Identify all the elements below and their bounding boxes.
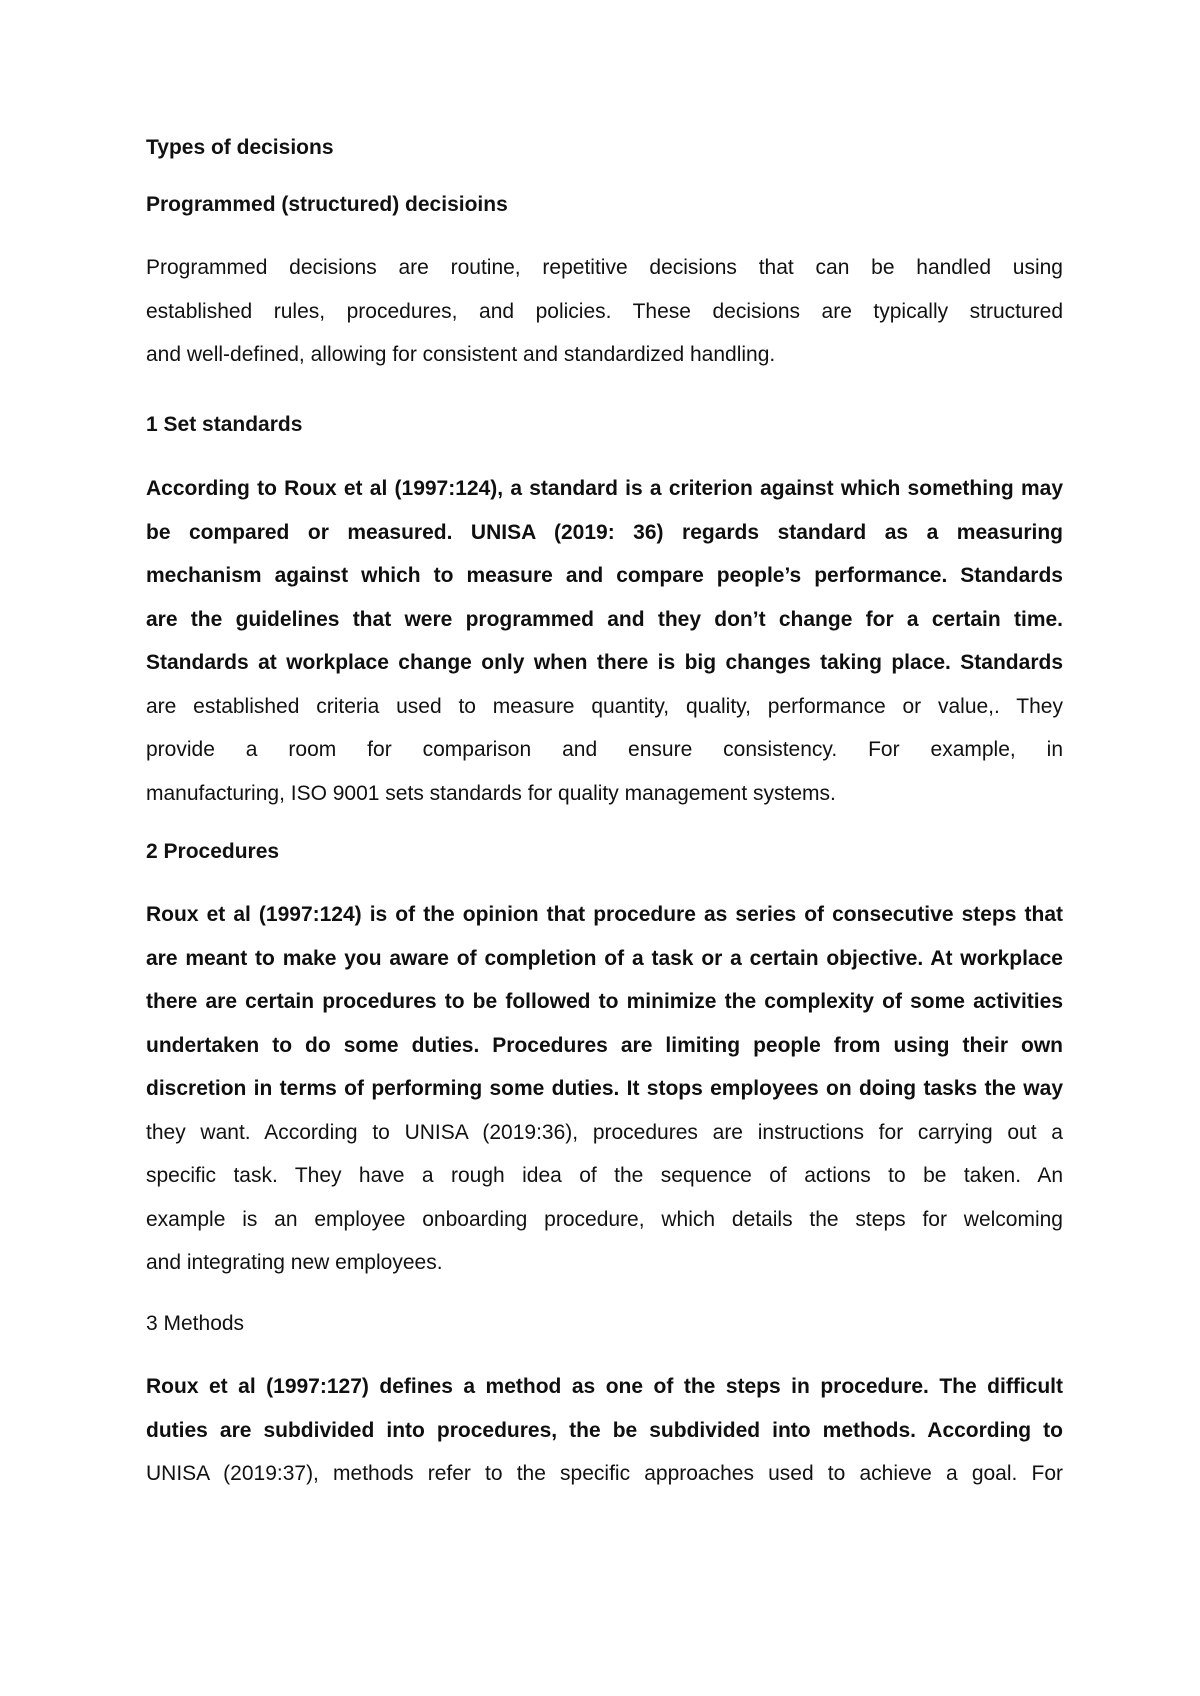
paragraph-line: are meant to make you aware of completion of a task or a certain objective. At workplace [146, 946, 1063, 970]
paragraph-line: Standards at workplace change only when there is big changes taking place. Standards [146, 651, 1063, 674]
heading-set-standards: 1 Set standards [146, 413, 303, 436]
paragraph-line: example is an employee onboarding procedure, which details the steps for welcoming [146, 1207, 1063, 1231]
paragraph-line: mechanism against which to measure and compare people’s performance. Standards [146, 564, 1063, 587]
paragraph-line: specific task. They have a rough idea of the sequence of actions to be taken. An [146, 1164, 1063, 1187]
paragraph-line: Programmed decisions are routine, repetitive decisions that can be handled using [146, 256, 1063, 279]
paragraph-line: Roux et al (1997:127) defines a method as one of the steps in procedure. The difficult [146, 1375, 1063, 1398]
paragraph-line: discretion in terms of performing some duties. It stops employees on doing tasks the way [146, 1077, 1063, 1100]
paragraph-line: be compared or measured. UNISA (2019: 36) regards standard as a measuring [146, 520, 1063, 544]
paragraph-line: UNISA (2019:37), methods refer to the specific approaches used to achieve a goal. For [146, 1462, 1063, 1485]
paragraph-procedures [146, 893, 1063, 1285]
paragraph-line: and integrating new employees. [146, 1251, 443, 1274]
heading-procedures: 2 Procedures [146, 840, 280, 863]
paragraph-line: and well-defined, allowing for consistent and standardized handling. [146, 343, 776, 366]
paragraph-line: According to Roux et al (1997:124), a standard is a criterion against which something may [146, 477, 1063, 500]
paragraph-line: manufacturing, ISO 9001 sets standards for quality management systems. [146, 781, 836, 805]
intro-paragraph [146, 246, 1063, 377]
document-title: Types of decisions [146, 136, 334, 159]
paragraph-line: established rules, procedures, and policies. These decisions are typically structured [146, 299, 1063, 323]
paragraph-line: undertaken to do some duties. Procedures are limiting people from using their own [146, 1033, 1063, 1057]
paragraph-line: there are certain procedures to be followed to minimize the complexity of some activities [146, 990, 1063, 1013]
paragraph-line: provide a room for comparison and ensure consistency. For example, in [146, 738, 1063, 761]
heading-methods: 3 Methods [146, 1312, 245, 1335]
paragraph-line: are established criteria used to measure quantity, quality, performance or value,. They [146, 694, 1063, 718]
paragraph-line: are the guidelines that were programmed and they don’t change for a certain time. [146, 607, 1063, 631]
paragraph-line: duties are subdivided into procedures, the be subdivided into methods. According to [146, 1418, 1063, 1442]
paragraph-line: Roux et al (1997:124) is of the opinion that procedure as series of consecutive steps that [146, 903, 1063, 926]
paragraph-line: they want. According to UNISA (2019:36), procedures are instructions for carrying out a [146, 1120, 1063, 1144]
paragraph-set-standards [146, 467, 1063, 815]
section-title: Programmed (structured) decisioins [146, 193, 508, 216]
paragraph-methods [146, 1365, 1063, 1496]
